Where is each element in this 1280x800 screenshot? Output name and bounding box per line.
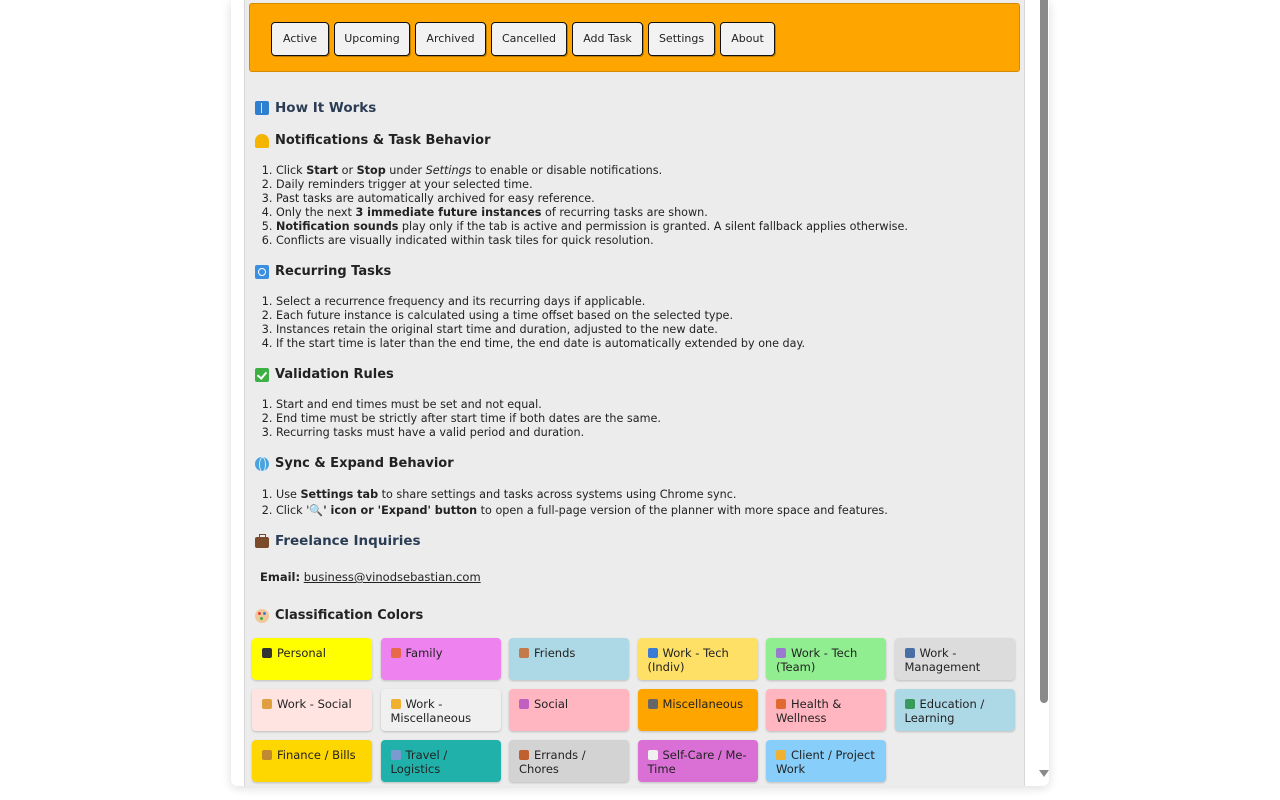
list-text: Click ' xyxy=(276,504,310,517)
color-chip-label: Work - Management xyxy=(904,646,981,674)
list-text: Start xyxy=(306,164,339,177)
color-chip-label: Friends xyxy=(534,646,576,660)
classification-heading: Classification Colors xyxy=(255,608,423,623)
notifications-list xyxy=(255,164,1025,248)
color-chip xyxy=(638,740,758,782)
palette-icon xyxy=(255,609,269,623)
list-item xyxy=(276,412,1025,426)
list-text: Past tasks are automatically archived for easy reference. xyxy=(276,192,595,205)
friends-icon xyxy=(519,648,529,658)
email-label: Email: xyxy=(260,570,301,584)
color-chip-label: Errands / Chores xyxy=(519,748,586,776)
chart-icon xyxy=(905,648,915,658)
list-text: of recurring tasks are shown. xyxy=(541,206,708,219)
list-item xyxy=(276,337,1025,351)
list-text: under xyxy=(385,164,426,177)
folder-icon xyxy=(776,750,786,760)
color-chip xyxy=(381,638,501,680)
sync-list xyxy=(255,487,1025,519)
freelance-heading: Freelance Inquiries xyxy=(255,533,421,549)
color-chip xyxy=(252,638,372,680)
list-item xyxy=(276,503,1025,519)
list-item xyxy=(276,192,1025,206)
list-text: 🔍' icon or 'Expand' button xyxy=(309,504,478,517)
globe-icon xyxy=(255,457,269,471)
bell-icon xyxy=(255,134,269,148)
color-chip xyxy=(252,740,372,782)
color-chip-label: Miscellaneous xyxy=(662,697,744,711)
color-chip xyxy=(766,689,886,731)
color-chip-label: Work - Tech (Team) xyxy=(776,646,858,674)
scroll-down-arrow-icon[interactable] xyxy=(1039,770,1049,777)
list-text: Click xyxy=(276,164,307,177)
bath-icon xyxy=(648,750,658,760)
scrollbar-thumb[interactable] xyxy=(1040,0,1048,703)
airplane-icon xyxy=(391,750,401,760)
puzzle-icon xyxy=(648,699,658,709)
book-icon xyxy=(255,101,269,115)
color-chip xyxy=(766,638,886,680)
recurring-list xyxy=(255,295,1025,351)
color-chip-label: Finance / Bills xyxy=(277,748,356,762)
tab-archived[interactable]: Archived xyxy=(415,22,486,56)
list-text: Notification sounds xyxy=(276,220,399,233)
tab-cancelled[interactable]: Cancelled xyxy=(491,22,567,56)
list-item xyxy=(276,178,1025,192)
color-chip-label: Education / Learning xyxy=(904,697,985,725)
list-item xyxy=(276,398,1025,412)
list-item xyxy=(276,309,1025,323)
books-icon xyxy=(905,699,915,709)
color-chip-label: Work - Tech (Indiv) xyxy=(647,646,729,674)
list-text: or xyxy=(338,164,357,177)
list-item xyxy=(276,206,1025,220)
check-icon xyxy=(255,368,269,382)
sync-heading: Sync & Expand Behavior xyxy=(255,456,454,471)
list-item xyxy=(276,220,1025,234)
color-chip-label: Health & Wellness xyxy=(776,697,842,725)
list-text: to open a full-page version of the planner with more space and features. xyxy=(477,504,888,517)
list-text: Only the next xyxy=(276,206,356,219)
list-text: Settings tab xyxy=(300,488,379,501)
money-bag-icon xyxy=(262,750,272,760)
tab-settings[interactable]: Settings xyxy=(648,22,715,56)
list-text: Select a recurrence frequency and its recurring days if applicable. xyxy=(276,295,646,308)
color-chip xyxy=(381,689,501,731)
color-chip-label: Social xyxy=(534,697,569,711)
briefcase-icon xyxy=(255,537,269,548)
email-link[interactable]: business@vinodsebastian.com xyxy=(303,570,481,584)
party-icon xyxy=(262,699,272,709)
tab-about[interactable]: About xyxy=(720,22,775,56)
list-text: Daily reminders trigger at your selected time. xyxy=(276,178,533,191)
about-panel xyxy=(244,0,1025,786)
validation-heading: Validation Rules xyxy=(255,367,394,382)
team-icon xyxy=(776,648,786,658)
list-text: Each future instance is calculated using a time offset based on the selected type. xyxy=(276,309,733,322)
color-chip-label: Work - Social xyxy=(277,697,352,711)
family-icon xyxy=(391,648,401,658)
list-item xyxy=(276,426,1025,440)
color-chip xyxy=(252,689,372,731)
email-line xyxy=(260,570,481,584)
color-chip-label: Travel / Logistics xyxy=(390,748,448,776)
list-item xyxy=(276,295,1025,309)
list-item xyxy=(276,487,1025,503)
computer-icon xyxy=(648,648,658,658)
list-text: Conflicts are visually indicated within task tiles for quick resolution. xyxy=(276,234,654,247)
list-text: 3 immediate future instances xyxy=(355,206,542,219)
list-text: If the start time is later than the end time, the end date is automatically extended by one day. xyxy=(276,337,806,350)
scrollbar[interactable] xyxy=(1038,0,1050,786)
list-text: Recurring tasks must have a valid period and duration. xyxy=(276,426,585,439)
color-chip xyxy=(509,689,629,731)
recurring-heading: Recurring Tasks xyxy=(255,264,391,279)
repeat-icon xyxy=(255,265,269,279)
list-text: Settings xyxy=(425,164,472,177)
color-chip-label: Personal xyxy=(277,646,326,660)
color-chip xyxy=(638,638,758,680)
color-chip-label: Client / Project Work xyxy=(776,748,875,776)
tab-bar xyxy=(249,3,1020,72)
confetti-icon xyxy=(519,699,529,709)
person-icon xyxy=(262,648,272,658)
yoga-icon xyxy=(776,699,786,709)
list-item xyxy=(276,323,1025,337)
list-text: Stop xyxy=(356,164,386,177)
list-item xyxy=(276,164,1025,178)
list-text: Use xyxy=(276,488,301,501)
color-chip xyxy=(638,689,758,731)
color-chip xyxy=(381,740,501,782)
list-text: Start and end times must be set and not equal. xyxy=(276,398,542,411)
notifications-heading: Notifications & Task Behavior xyxy=(255,133,490,148)
tab-upcoming[interactable]: Upcoming xyxy=(334,22,410,56)
color-chip xyxy=(895,638,1015,680)
color-chip xyxy=(509,638,629,680)
color-chip-label: Family xyxy=(405,646,443,660)
tab-add-task[interactable]: Add Task xyxy=(572,22,643,56)
folder-icon xyxy=(391,699,401,709)
tab-active[interactable]: Active xyxy=(271,22,329,56)
color-chip xyxy=(895,689,1015,731)
list-text: to enable or disable notifications. xyxy=(471,164,663,177)
color-chip xyxy=(766,740,886,782)
list-text: to share settings and tasks across systems using Chrome sync. xyxy=(378,488,737,501)
color-chip-label: Self-Care / Me-Time xyxy=(647,748,747,776)
list-item xyxy=(276,234,1025,248)
list-text: play only if the tab is active and permission is granted. A silent fallback applies otherwise. xyxy=(398,220,908,233)
validation-list xyxy=(255,398,1025,440)
list-text: Instances retain the original start time and duration, adjusted to the new date. xyxy=(276,323,718,336)
broom-icon xyxy=(519,750,529,760)
list-text: End time must be strictly after start time if both dates are the same. xyxy=(276,412,661,425)
color-chip xyxy=(509,740,629,782)
color-chip-label: Work - Miscellaneous xyxy=(390,697,472,725)
how-it-works-heading: How It Works xyxy=(255,100,376,116)
